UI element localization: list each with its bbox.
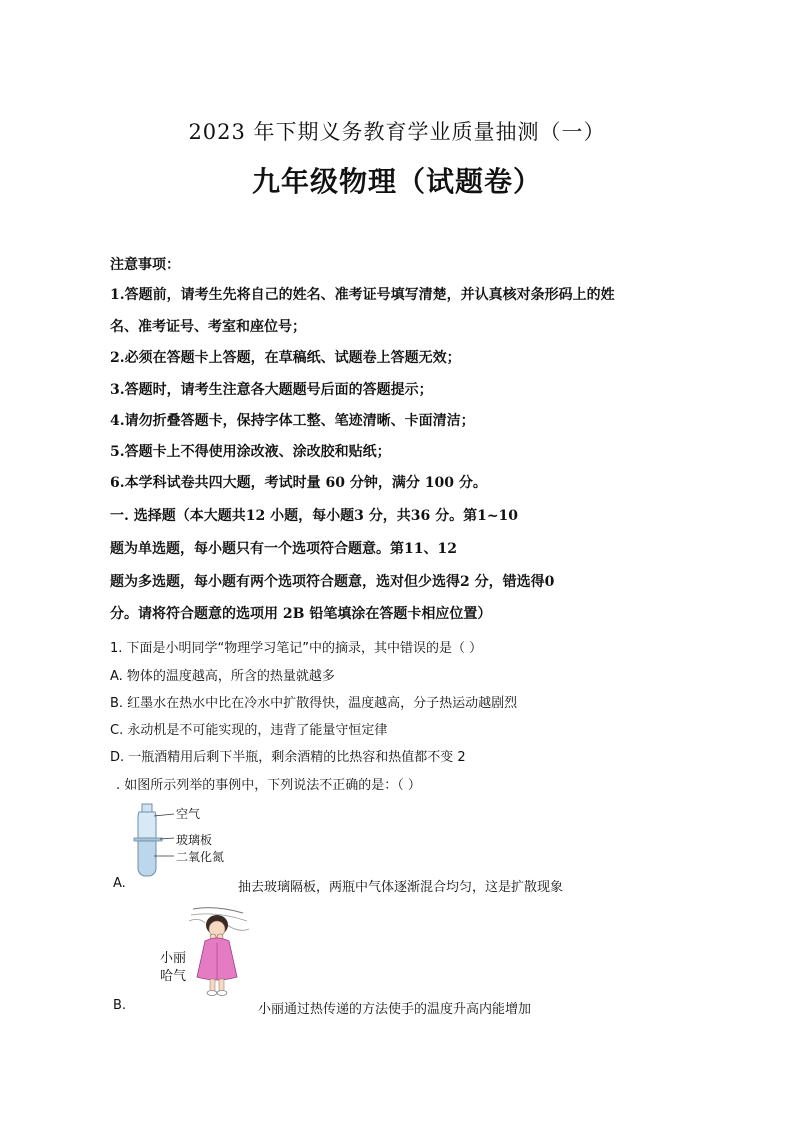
label-xiaoli: 小丽 — [160, 951, 187, 966]
notice-line-5: 4.请勿折叠答题卡，保持字体工整、笔迹清晰、卡面清洁； — [110, 413, 475, 429]
top-bottle — [138, 812, 156, 838]
label-air: 空气 — [176, 807, 201, 821]
q1-stem: 1. 下面是小明同学“物理学习笔记”中的摘录，其中错误的是（ ） — [110, 641, 483, 656]
q2-option-b-text: 小丽通过热传递的方法使手的温度升高内能增加 — [258, 1002, 532, 1017]
bottom-bottle — [138, 841, 156, 876]
section1-line-2: 题为单选题，每小题只有一个选项符合题意。第11、12 — [110, 541, 457, 557]
top-bottle-neck — [142, 804, 152, 812]
section1-line-4: 分。请将符合题意的选项用 2B 铅笔填涂在答题卡相应位置） — [110, 606, 492, 622]
q2-option-a-letter: A. — [113, 876, 126, 891]
notice-line-2: 名、准考证号、考室和座位号； — [110, 319, 306, 335]
q1-option-c: C. 永动机是不可能实现的，违背了能量守恒定律 — [110, 723, 388, 738]
q1-option-a: A. 物体的温度越高，所含的热量就越多 — [110, 669, 335, 684]
exam-subtitle: 九年级物理（试题卷） — [251, 165, 542, 198]
label-no2: 二氧化氮 — [176, 850, 225, 864]
notice-line-6: 5.答题卡上不得使用涂改液、涂改胶和贴纸； — [110, 444, 391, 460]
notice-line-7: 6.本学科试卷共四大题，考试时量 60 分钟，满分 100 分。 — [110, 475, 487, 491]
label-breath: 哈气 — [160, 969, 187, 984]
q2-option-b-letter: B. — [113, 998, 127, 1013]
label-glass-plate: 玻璃板 — [176, 833, 213, 847]
notice-line-3: 2.必须在答题卡上答题，在草稿纸、试题卷上答题无效； — [110, 350, 461, 366]
notice-line-1: 1.答题前，请考生先将自己的姓名、准考证号填写清楚，并认真核对条形码上的姓 — [110, 287, 615, 303]
notice-heading: 注意事项： — [110, 257, 180, 273]
exam-title: 2023 年下期义务教育学业质量抽测（一） — [188, 120, 606, 144]
gas-bottles-figure — [130, 800, 240, 882]
notice-line-4: 3.答题时，请考生注意各大题题号后面的答题提示； — [110, 382, 433, 398]
q1-option-b: B. 红墨水在热水中比在冷水中扩散得快，温度越高，分子热运动越剧烈 — [110, 696, 518, 711]
q2-stem: . 如图所示列举的事例中，下列说法不正确的是：（ ） — [116, 778, 421, 793]
section1-line-3: 题为多选题，每小题有两个选项符合题意，选对但少选得2 分，错选得0 — [110, 574, 555, 590]
q2-option-a-text: 抽去玻璃隔板，两瓶中气体逐渐混合均匀，这是扩散现象 — [238, 880, 564, 895]
q1-option-d: D. 一瓶酒精用后剩下半瓶，剩余酒精的比热容和热值都不变 2 — [110, 750, 466, 765]
section1-line-1: 一. 选择题（本大题共12 小题，每小题3 分，共36 分。第1~10 — [110, 508, 519, 524]
